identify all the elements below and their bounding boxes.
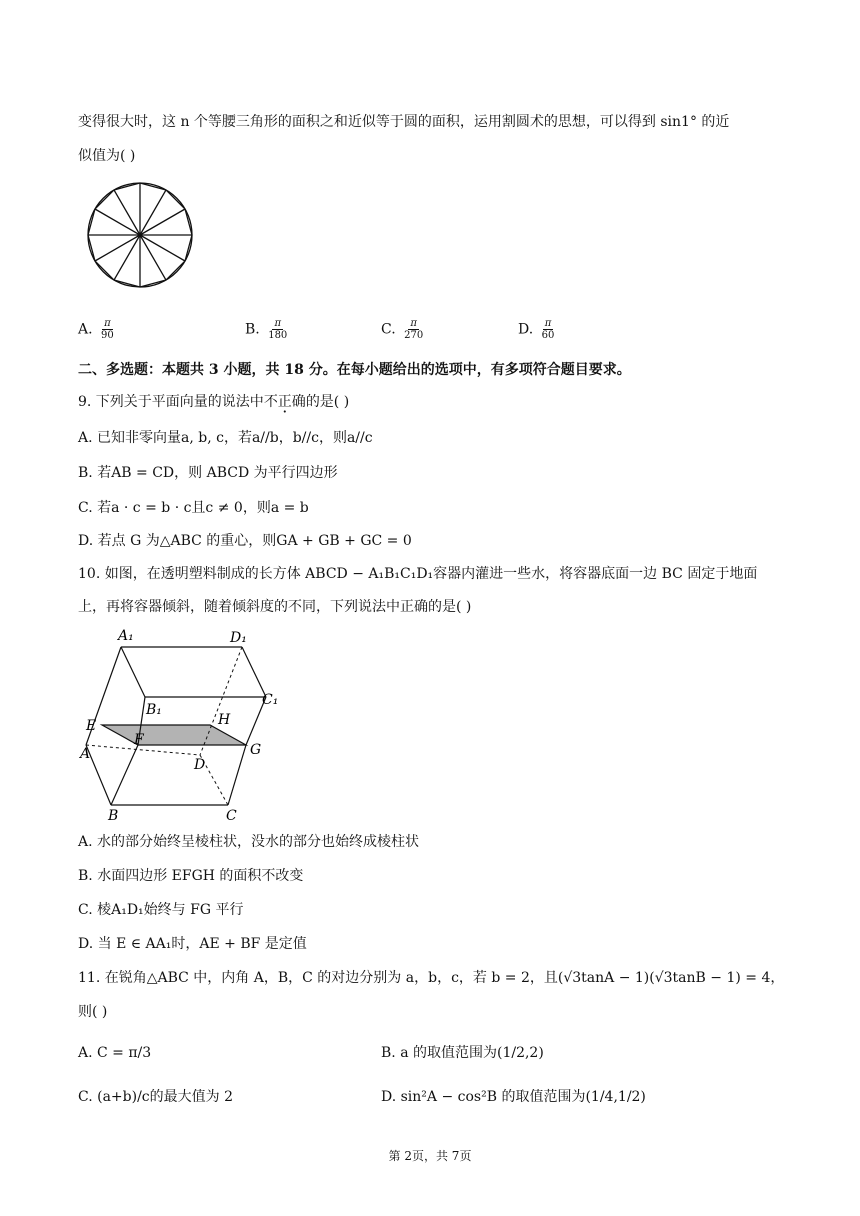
q11-option-b[interactable]: B. a 的取值范围为(1/2,2) — [381, 1045, 544, 1061]
q8-option-a[interactable]: A. $\frac{\pi}{90}$ — [78, 318, 114, 341]
q10-option-c[interactable]: C. 棱A₁D₁始终与 FG 平行 — [78, 902, 244, 918]
label-c1: C₁ — [262, 692, 278, 708]
q11-option-c[interactable]: C. (a+b)/c的最大值为 2 — [78, 1089, 233, 1105]
q8-option-b[interactable]: B. $\frac{\pi}{180}$ — [245, 318, 288, 341]
q10-option-a[interactable]: A. 水的部分始终呈棱柱状，没水的部分也始终成棱柱状 — [78, 834, 420, 850]
label-b1: B₁ — [146, 702, 162, 718]
label-d: D — [194, 757, 206, 773]
q10-stem-line-2: 上，再将容器倾斜，随着倾斜度的不同，下列说法中正确的是( ) — [78, 599, 472, 615]
section-2-title: 二、多选题：本题共 3 小题，共 18 分。在每小题给出的选项中，有多项符合题目要求。 — [78, 362, 631, 378]
q11-stem-line-2: 则( ) — [78, 1004, 108, 1020]
chord-line — [166, 190, 185, 209]
intro-line-1: 变得很大时，这 n 个等腰三角形的面积之和近似等于圆的面积，运用割圆术的思想，可以得到 sin1° 的近 — [78, 114, 730, 130]
label-b: B — [108, 808, 119, 820]
q10-option-d[interactable]: D. 当 E ∈ AA₁时，AE + BF 是定值 — [78, 936, 307, 952]
intro-line-2: 似值为( ) — [78, 148, 136, 164]
q9-option-d[interactable]: D. 若点 G 为△ABC 的重心，则GA + GB + GC = 0 — [78, 533, 412, 549]
q8-option-c[interactable]: C. $\frac{\pi}{270}$ — [381, 318, 424, 341]
chord-line — [95, 190, 114, 209]
label-h: H — [218, 712, 231, 728]
label-e: E — [86, 718, 97, 734]
q9-option-b[interactable]: B. 若AB = CD，则 ABCD 为平行四边形 — [78, 465, 338, 481]
q9-option-a[interactable]: A. 已知非零向量a, b, c，若a//b，b//c，则a//c — [78, 430, 373, 446]
label-c: C — [226, 808, 237, 820]
prism-figure — [78, 624, 278, 820]
q9-option-c[interactable]: C. 若a · c = b · c且c ≠ 0，则a = b — [78, 500, 309, 516]
circle-figure — [78, 178, 206, 288]
label-f: F — [134, 732, 144, 748]
q11-option-d[interactable]: D. sin²A − cos²B 的取值范围为(1/4,1/2) — [381, 1089, 646, 1105]
chord-line — [166, 261, 185, 280]
water-surface — [102, 725, 246, 745]
label-d1: D₁ — [230, 630, 247, 646]
q11-option-a[interactable]: A. C = π/3 — [78, 1045, 152, 1061]
q9-emphasis: 不正确 — [263, 394, 306, 410]
q10-option-b[interactable]: B. 水面四边形 EFGH 的面积不改变 — [78, 868, 304, 884]
circle-figure-shapes — [88, 183, 192, 287]
q10-stem-line-1: 10. 如图，在透明塑料制成的长方体 ABCD − A₁B₁C₁D₁容器内灌进一些水，将容器底面一边 BC 固定于地面 — [78, 566, 758, 582]
label-a: A — [80, 746, 91, 762]
label-a1: A₁ — [118, 628, 134, 644]
q11-stem-line-1: 11. 在锐角△ABC 中，内角 A，B，C 的对边分别为 a，b，c，若 b = 2，且(√3tanA − 1)(√3tanB − 1) = 4， — [78, 970, 785, 986]
q9-stem: 9. 下列关于平面向量的说法中不正确的是( ) — [78, 394, 350, 410]
chord-line — [95, 261, 114, 280]
label-g: G — [250, 742, 262, 758]
page-footer: 第 2页，共 7页 — [388, 1149, 472, 1163]
q8-option-d[interactable]: D. $\frac{\pi}{60}$ — [518, 318, 555, 341]
